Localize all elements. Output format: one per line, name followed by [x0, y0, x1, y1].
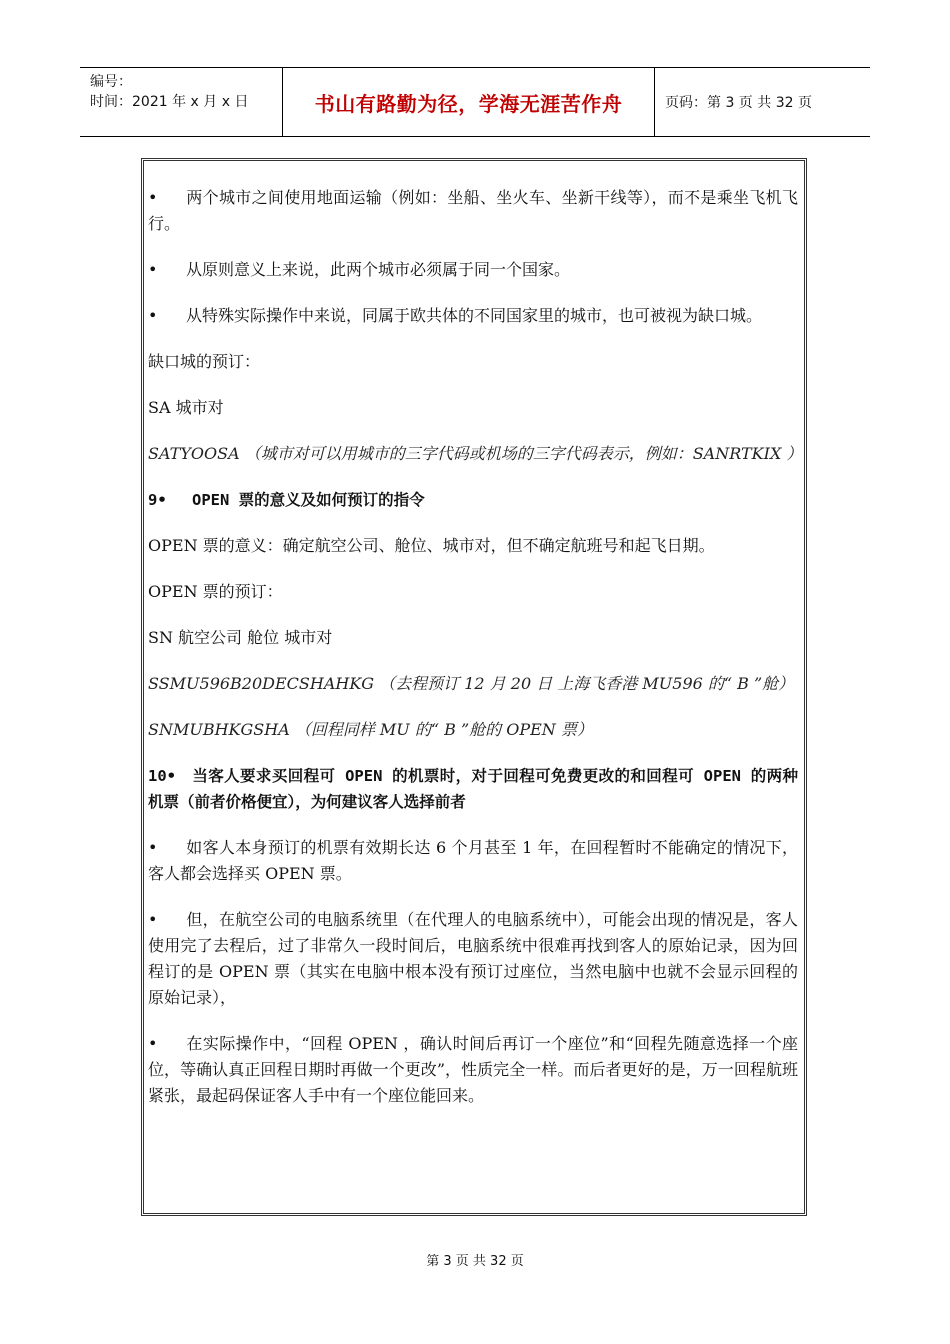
bullet-icon: • [148, 910, 158, 929]
motto: 书山有路勤为径，学海无涯苦作舟 [283, 68, 655, 136]
header-left-cell [80, 68, 283, 136]
paragraph: • 如客人本身预订的机票有效期长达 6 个月甚至 1 年，在回程暂时不能确定的情况下，客人都会选择买 OPEN 票。 [148, 835, 798, 887]
paragraph: OPEN 票的预订： [148, 582, 283, 601]
page-footer: 第 3 页 共 32 页 [426, 1254, 524, 1269]
bullet-icon: • [148, 260, 158, 279]
paragraph: • 从原则意义上来说，此两个城市必须属于同一个国家。 [148, 257, 798, 283]
bullet-icon: • [148, 306, 158, 325]
paragraph: • 从特殊实际操作中来说，同属于欧共体的不同国家里的城市，也可被视为缺口城。 [148, 303, 798, 329]
bullet-icon: • [148, 1034, 158, 1053]
example-command: SATYOOSA （城市对可以用城市的三字代码或机场的三字代码表示，例如：SANRTKIX ） [148, 444, 803, 463]
time-label: 时间：2021 年 x 月 x 日 [90, 94, 249, 110]
paragraph: • 但，在航空公司的电脑系统里（在代理人的电脑系统中），可能会出现的情况是，客人使用完了去程后，过了非常久一段时间后，电脑系统中很难再找到客人的原始记录，因为回程订的是 OPEN 票（其实在电脑中根本没有预订过座位，当然电脑中也就不会显示回程的原始记录）， [148, 907, 798, 1011]
paragraph: • 在实际操作中，“回程 OPEN ，确认时间后再订一个座位”和“回程先随意选择一个座位，等确认真正回程日期时再做一个更改”，性质完全一样。而后者更好的是，万一回程航班紧张，最起码保证客人手中有一个座位能回来。 [148, 1031, 798, 1109]
bullet-icon: • [148, 188, 158, 207]
paragraph: • 两个城市之间使用地面运输（例如：坐船、坐火车、坐新干线等），而不是乘坐飞机飞行。 [148, 185, 798, 237]
paragraph: SN 航空公司 舱位 城市对 [148, 628, 333, 647]
example-command: SSMU596B20DECSHAHKG （去程预订 12 月 20 日 上海飞香港 MU596 的“ B ”舱） [148, 674, 795, 693]
paragraph: SA 城市对 [148, 398, 224, 417]
paragraph: 缺口城的预订： [148, 352, 261, 371]
paragraph: OPEN 票的意义：确定航空公司、舱位、城市对，但不确定航班号和起飞日期。 [148, 536, 715, 555]
example-command: SNMUBHKGSHA （回程同样 MU 的“ B ”舱的 OPEN 票） [148, 720, 593, 739]
page-info: 页码：第 3 页 共 32 页 [665, 95, 812, 111]
code-label: 编号： [90, 74, 132, 90]
section-heading-10: 10• 当客人要求买回程可 OPEN 的机票时，对于回程可免费更改的和回程可 OPEN 的两种机票（前者价格便宜），为何建议客人选择前者 [148, 767, 798, 811]
bullet-icon: • [148, 838, 158, 857]
content-frame [141, 158, 807, 1216]
header-table [80, 67, 870, 137]
section-heading-9: 9• OPEN 票的意义及如何预订的指令 [148, 491, 425, 509]
